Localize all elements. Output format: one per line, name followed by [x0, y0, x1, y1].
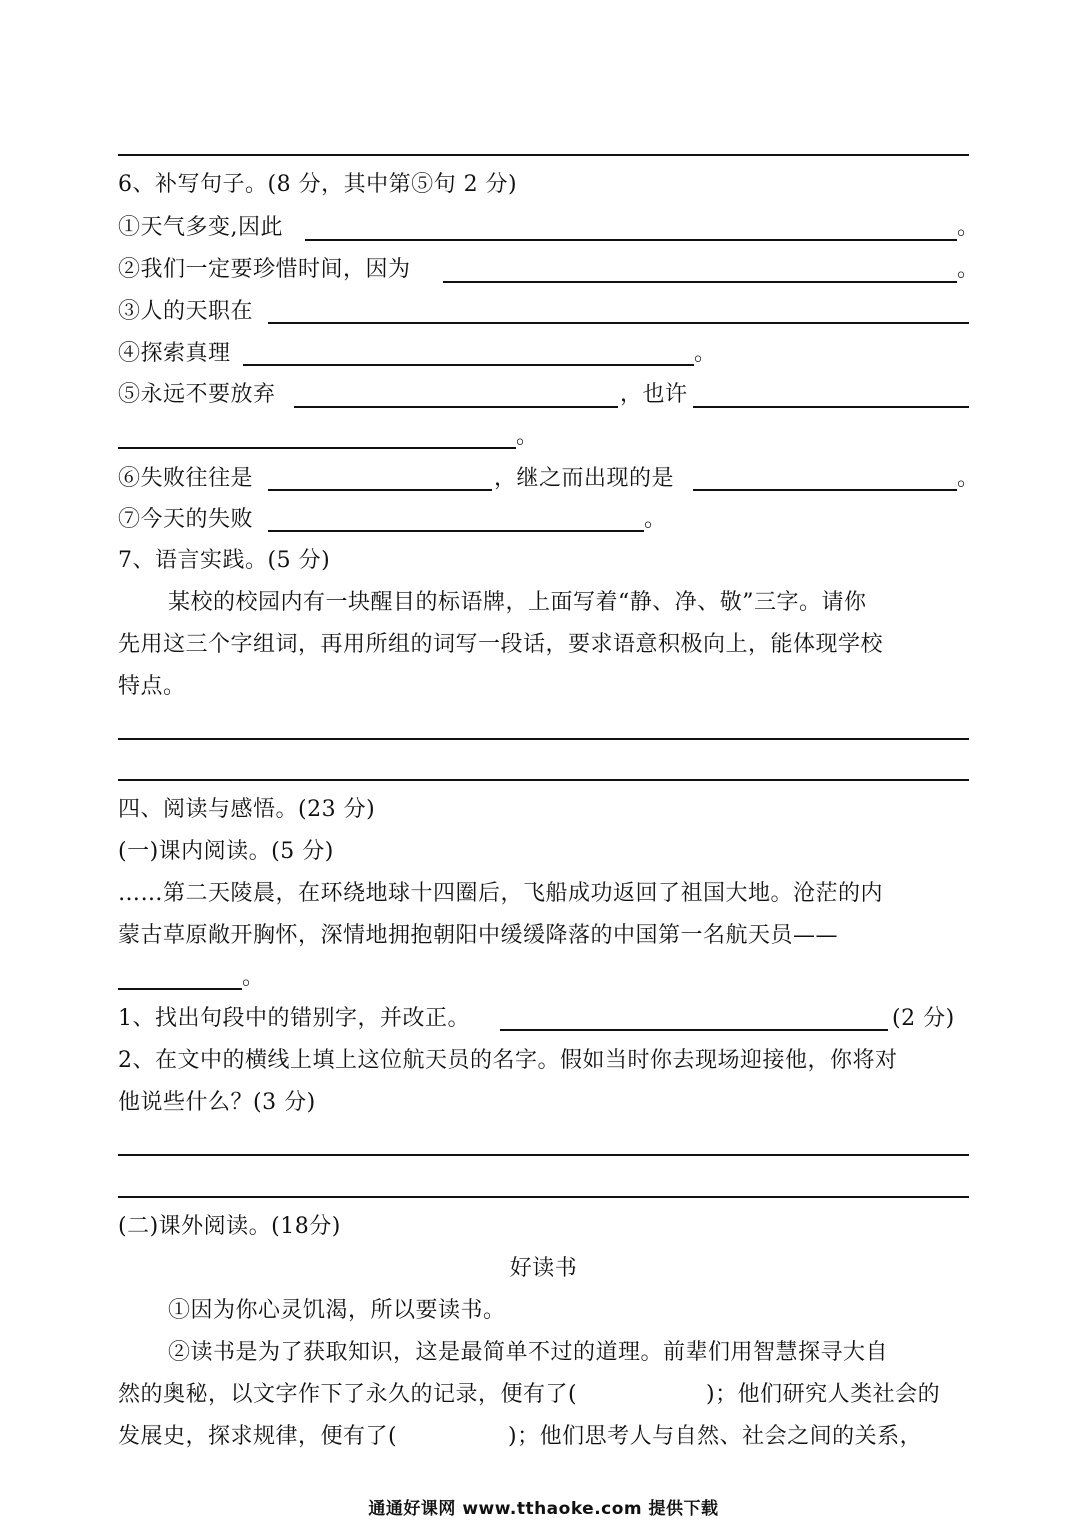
sentence-6-blank-a[interactable] — [268, 489, 492, 491]
sentence-7-end: 。 — [644, 507, 667, 532]
answer-line — [118, 154, 969, 156]
answer-line[interactable] — [118, 738, 969, 740]
part-1-question-1: 1、找出句段中的错别字，并改正。 — [118, 1006, 470, 1031]
sentence-2-blank[interactable] — [443, 281, 957, 283]
sentence-7-prefix: ⑦今天的失败 — [118, 507, 254, 532]
part-1-question-2-line-1: 2、在文中的横线上填上这位航天员的名字。假如当时你去现场迎接他，你将对 — [118, 1048, 898, 1073]
sentence-2-prefix: ②我们一定要珍惜时间，因为 — [118, 257, 411, 282]
sentence-4-prefix: ④探索真理 — [118, 341, 231, 366]
article-paragraph-2-line-1: ②读书是为了获取知识，这是最简单不过的道理。前辈们用智慧探寻大自 — [168, 1340, 889, 1365]
sentence-4-blank[interactable] — [243, 364, 694, 366]
sentence-4-end: 。 — [694, 341, 717, 366]
question-7-title: 7、语言实践。(5 分) — [118, 548, 331, 573]
passage-line-2: 蒙古草原敞开胸怀，深情地拥抱朝阳中缓缓降落的中国第一名航天员—— — [118, 923, 839, 948]
astronaut-name-blank[interactable] — [118, 988, 242, 990]
part-2-title: (二)课外阅读。(18分) — [118, 1214, 341, 1239]
question-7-line-1: 某校的校园内有一块醒目的标语牌，上面写着“静、净、敬”三字。请你 — [168, 590, 867, 615]
sentence-6-end: 。 — [957, 466, 980, 491]
sentence-5-blank-b[interactable] — [693, 406, 969, 408]
sentence-6-prefix: ⑥失败往往是 — [118, 466, 254, 491]
question-7-line-3: 特点。 — [118, 674, 186, 699]
passage-line-3-end: 。 — [242, 965, 265, 990]
sentence-5-middle: ，也许 — [620, 382, 688, 407]
article-title: 好读书 — [509, 1256, 578, 1281]
page-footer: 通通好课网 www.tthaoke.com 提供下载 — [368, 1499, 719, 1519]
typo-answer-blank[interactable] — [500, 1029, 888, 1031]
sentence-5-end: 。 — [516, 424, 539, 449]
article-paragraph-2-line-3-a: 发展史，探求规律，便有了( — [118, 1424, 398, 1449]
sentence-5-prefix: ⑤永远不要放弃 — [118, 382, 276, 407]
sentence-3-blank[interactable] — [268, 322, 969, 324]
sentence-1-end: 。 — [957, 215, 980, 240]
part-1-question-2-line-2: 他说些什么？(3 分) — [118, 1090, 316, 1115]
part-1-question-1-score: (2 分) — [892, 1006, 955, 1031]
sentence-5-blank-a[interactable] — [294, 406, 618, 408]
sentence-6-middle: ，继之而出现的是 — [494, 466, 675, 491]
passage-line-1: ……第二天陵晨，在环绕地球十四圈后，飞船成功返回了祖国大地。沧茫的内 — [118, 881, 884, 906]
answer-line[interactable] — [118, 1154, 969, 1156]
section-4-title: 四、阅读与感悟。(23 分) — [118, 797, 376, 822]
answer-line[interactable] — [118, 1196, 969, 1198]
sentence-1-prefix: ①天气多变,因此 — [118, 215, 283, 240]
article-paragraph-2-line-2-b: )；他们研究人类社会的 — [706, 1382, 941, 1407]
sentence-5-blank-c[interactable] — [118, 447, 516, 449]
question-6-title: 6、补写句子。(8 分，其中第⑤句 2 分) — [118, 172, 518, 197]
sentence-7-blank[interactable] — [268, 530, 644, 532]
part-1-title: (一)课内阅读。(5 分) — [118, 839, 334, 864]
article-paragraph-1: ①因为你心灵饥渴，所以要读书。 — [168, 1298, 506, 1323]
article-paragraph-2-line-3-b: )；他们思考人与自然、社会之间的关系， — [508, 1424, 923, 1449]
sentence-2-end: 。 — [957, 257, 980, 282]
sentence-6-blank-b[interactable] — [693, 489, 957, 491]
sentence-1-blank[interactable] — [305, 239, 957, 241]
sentence-3-prefix: ③人的天职在 — [118, 299, 254, 324]
answer-line[interactable] — [118, 779, 969, 781]
question-7-line-2: 先用这三个字组词，再用所组的词写一段话，要求语意积极向上，能体现学校 — [118, 632, 884, 657]
article-paragraph-2-line-2-a: 然的奥秘，以文字作下了永久的记录，便有了( — [118, 1382, 578, 1407]
